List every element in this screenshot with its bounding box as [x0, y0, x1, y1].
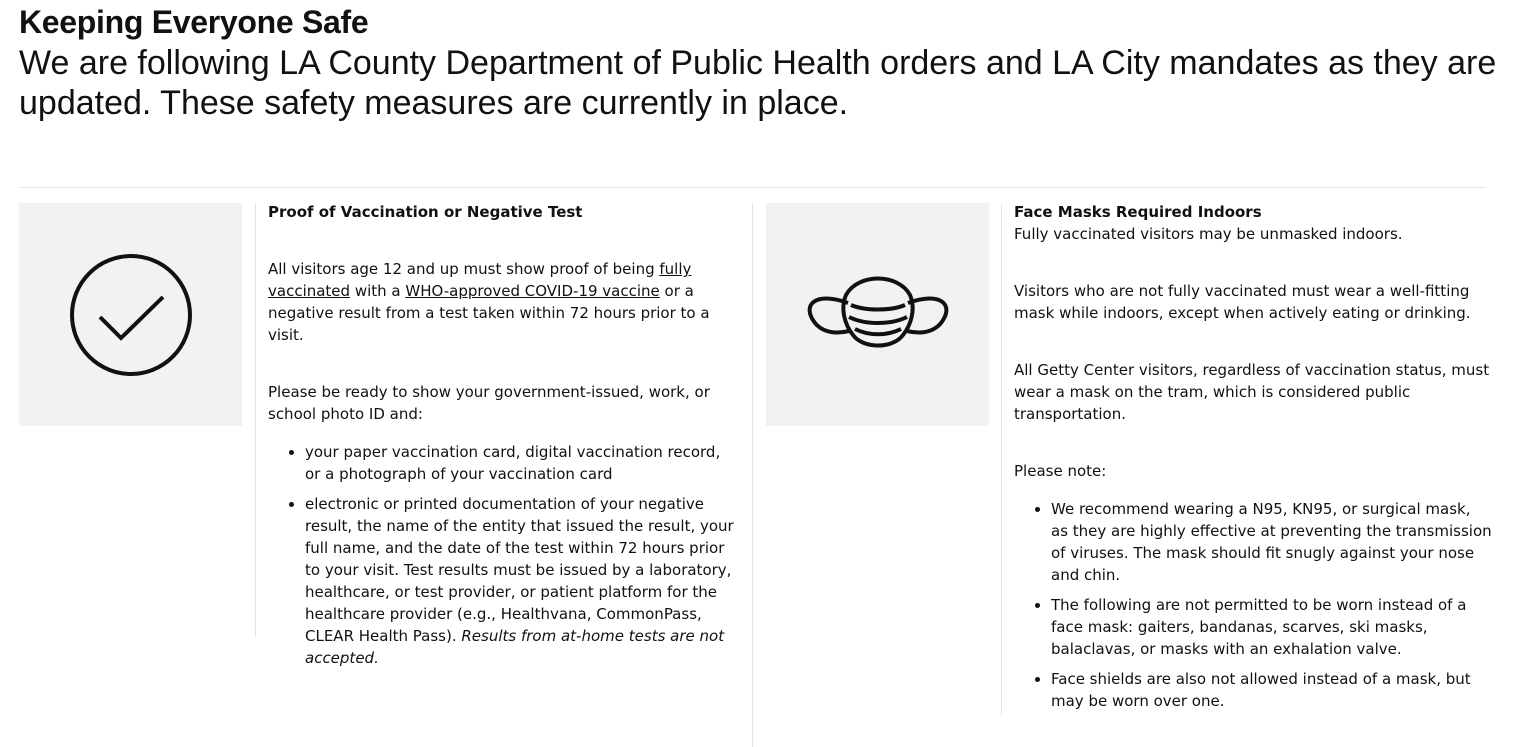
vaccinated-unmasked-note: Fully vaccinated visitors may be unmasked indoors. [1014, 225, 1403, 243]
text-span: electronic or printed documentation of your negative result, the name of the entity that issued the result, your full name, and the date of the test within 72 hours prior to your visit. Test results must be issued by a laboratory, healthcare, or test provider, or patient platform for the healthcare provider (e.g., Healthvana, CommonPass, CLEAR Health Pass). [305, 495, 734, 645]
card-text-divider [255, 203, 256, 637]
vaccination-card [268, 201, 738, 677]
mask-notes-list [1014, 498, 1492, 712]
vaccination-icon-panel [19, 203, 242, 426]
vaccination-requirement [268, 258, 738, 346]
column-divider [752, 203, 753, 747]
list-item [305, 493, 738, 669]
mask-card [1014, 201, 1492, 720]
text-span: All visitors age 12 and up must show proof of being [268, 260, 660, 278]
list-item: • The following are not permitted to be worn instead of a face mask: gaiters, bandanas, scarves, ski masks, balaclavas, or masks with an exhalation valve. [1051, 594, 1492, 660]
page-intro: We are following LA County Department of Public Health orders and LA City mandates as they are updated. These safety measures are currently in place. [19, 44, 1497, 122]
list-item: • your paper vaccination card, digital vaccination record, or a photograph of your vaccination card [305, 441, 738, 485]
text-span: with a [350, 282, 406, 300]
section-divider [19, 187, 1486, 188]
card-title: Face Masks Required Indoors [1014, 203, 1262, 221]
checkmark-circle-icon [69, 253, 193, 377]
who-approved-vaccine-link[interactable]: WHO-approved COVID-19 vaccine [405, 282, 660, 300]
unvaccinated-mask-rule: Visitors who are not fully vaccinated must wear a well-fitting mask while indoors, except when actively eating or drinking. [1014, 282, 1471, 322]
card-title: Proof of Vaccination or Negative Test [268, 203, 583, 221]
at-home-tests-note: Results from at-home tests are not accepted. [305, 627, 725, 667]
photo-id-instruction: Please be ready to show your government-issued, work, or school photo ID and: [268, 383, 710, 423]
face-mask-icon [803, 265, 953, 365]
text-span: or a negative result from a test taken within 72 hours prior to a visit. [268, 282, 710, 344]
list-item: • Face shields are also not allowed instead of a mask, but may be worn over one. [1051, 668, 1492, 712]
fully-vaccinated-link[interactable]: fully vaccinated [268, 260, 692, 300]
please-note-label: Please note: [1014, 462, 1107, 480]
list-item: • We recommend wearing a N95, KN95, or surgical mask, as they are highly effective at preventing the transmission of viruses. The mask should fit snugly against your nose and chin. [1051, 498, 1492, 586]
page-title: Keeping Everyone Safe [19, 4, 369, 40]
tram-mask-rule: All Getty Center visitors, regardless of vaccination status, must wear a mask on the tram, which is considered public transportation. [1014, 361, 1490, 423]
card-text-divider [1001, 203, 1002, 716]
mask-icon-panel [766, 203, 989, 426]
proof-list [268, 441, 738, 669]
